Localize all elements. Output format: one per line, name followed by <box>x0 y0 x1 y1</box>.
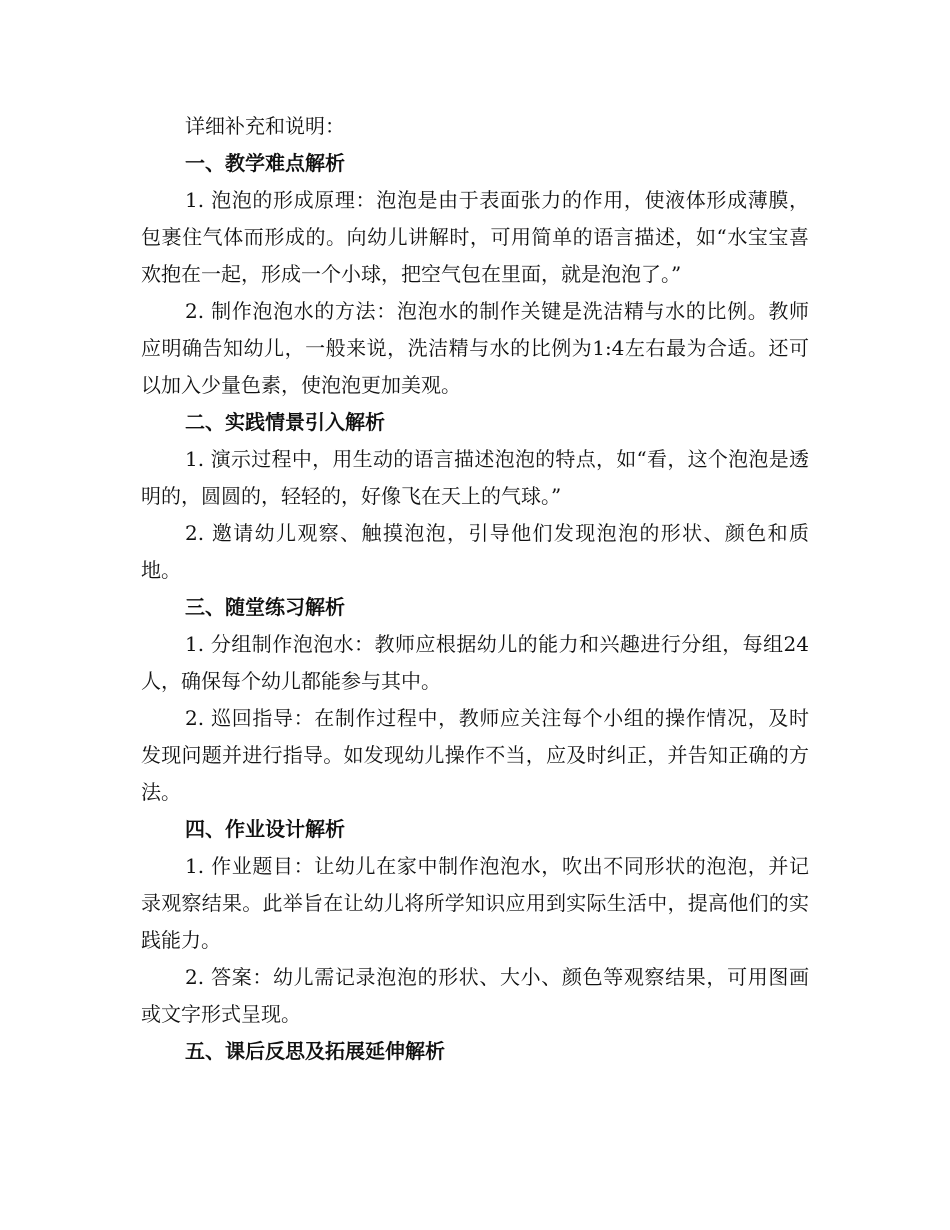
paragraph: 2. 制作泡泡水的方法：泡泡水的制作关键是洗洁精与水的比例。教师应明确告知幼儿，一般来说，洗洁精与水的比例为1:4左右最为合适。还可以加入少量色素，使泡泡更加美观。 <box>141 299 809 397</box>
paragraph: 1. 演示过程中，用生动的语言描述泡泡的特点，如“看，这个泡泡是透明的，圆圆的，轻轻的，好像飞在天上的气球。” <box>141 447 809 508</box>
section-heading: 二、实践情景引入解析 <box>185 410 385 434</box>
paragraph: 2. 巡回指导：在制作过程中，教师应关注每个小组的操作情况，及时发现问题并进行指导。如发现幼儿操作不当，应及时纠正，并告知正确的方法。 <box>141 706 809 804</box>
section-heading: 五、课后反思及拓展延伸解析 <box>185 1039 445 1063</box>
section-heading: 三、随堂练习解析 <box>185 595 345 619</box>
paragraph: 1. 分组制作泡泡水：教师应根据幼儿的能力和兴趣进行分组，每组24人，确保每个幼儿都能参与其中。 <box>141 632 809 693</box>
intro-text: 详细补充和说明： <box>185 114 345 138</box>
paragraph: 1. 泡泡的形成原理：泡泡是由于表面张力的作用，使液体形成薄膜，包裹住气体而形成的。向幼儿讲解时，可用简单的语言描述，如“水宝宝喜欢抱在一起，形成一个小球，把空气包在里面，就是泡泡了。” <box>141 188 809 286</box>
section-heading: 一、教学难点解析 <box>185 151 345 175</box>
document-page <box>141 108 809 1070</box>
paragraph: 2. 答案：幼儿需记录泡泡的形状、大小、颜色等观察结果，可用图画或文字形式呈现。 <box>141 965 809 1026</box>
section-heading: 四、作业设计解析 <box>185 817 345 841</box>
paragraph: 2. 邀请幼儿观察、触摸泡泡，引导他们发现泡泡的形状、颜色和质地。 <box>141 521 809 582</box>
paragraph: 1. 作业题目：让幼儿在家中制作泡泡水，吹出不同形状的泡泡，并记录观察结果。此举旨在让幼儿将所学知识应用到实际生活中，提高他们的实践能力。 <box>141 854 809 952</box>
